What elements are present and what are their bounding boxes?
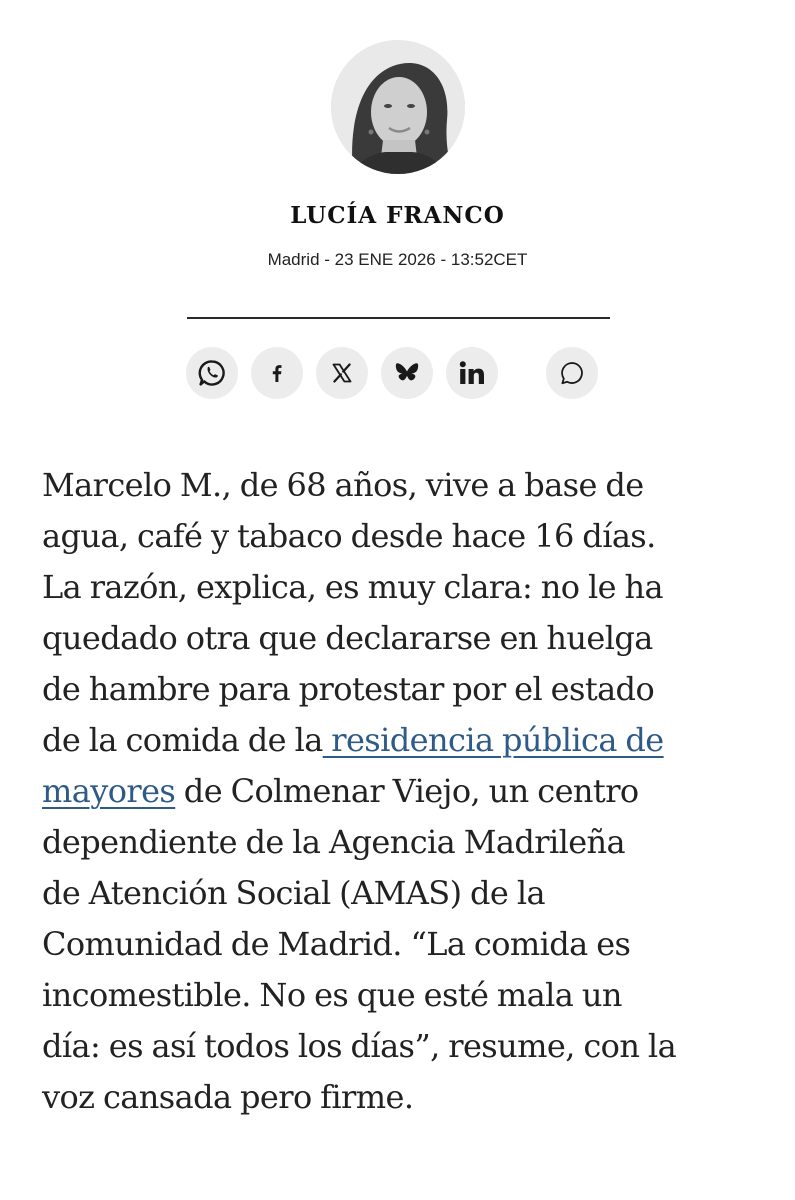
article-text: día: es así todos los días”, resume, con la bbox=[42, 1027, 677, 1065]
linkedin-icon bbox=[458, 360, 486, 386]
share-facebook-button[interactable] bbox=[251, 347, 303, 399]
divider bbox=[187, 317, 610, 319]
article-line bbox=[42, 970, 762, 1021]
comment-icon bbox=[558, 359, 586, 387]
share-bluesky-button[interactable] bbox=[381, 347, 433, 399]
article-line bbox=[42, 817, 762, 868]
article-body bbox=[42, 460, 762, 1123]
article-text: agua, café y tabaco desde hace 16 días. bbox=[42, 517, 656, 555]
bluesky-icon bbox=[394, 361, 420, 385]
facebook-icon bbox=[266, 362, 288, 384]
article-text: Comunidad de Madrid. “La comida es bbox=[42, 925, 631, 963]
article-text: voz cansada pero firme. bbox=[42, 1078, 414, 1116]
residencia-link[interactable]: residencia pública de bbox=[322, 721, 664, 759]
author-photo bbox=[331, 40, 465, 174]
article-text: incomestible. No es que esté mala un bbox=[42, 976, 622, 1014]
article-line bbox=[42, 460, 762, 511]
share-whatsapp-button[interactable] bbox=[186, 347, 238, 399]
article-line bbox=[42, 613, 762, 664]
author-avatar[interactable] bbox=[331, 40, 465, 174]
comments-button[interactable] bbox=[546, 347, 598, 399]
article-line bbox=[42, 562, 762, 613]
article-line bbox=[42, 1072, 762, 1123]
article-line bbox=[42, 511, 762, 562]
article-text: de Colmenar Viejo, un centro bbox=[175, 772, 639, 810]
article-line bbox=[42, 715, 762, 766]
article-text: de la comida de la bbox=[42, 721, 323, 759]
share-linkedin-button[interactable] bbox=[446, 347, 498, 399]
article-text: Marcelo M., de 68 años, vive a base de bbox=[42, 466, 644, 504]
article-line bbox=[42, 919, 762, 970]
article-text: quedado otra que declararse en huelga bbox=[42, 619, 653, 657]
author-block bbox=[0, 40, 795, 270]
article-text: de hambre para protestar por el estado bbox=[42, 670, 655, 708]
whatsapp-icon bbox=[197, 358, 227, 388]
x-icon bbox=[330, 361, 354, 385]
article-text: La razón, explica, es muy clara: no le ha bbox=[42, 568, 664, 606]
author-name[interactable]: LUCÍA FRANCO bbox=[290, 202, 505, 229]
share-x-button[interactable] bbox=[316, 347, 368, 399]
article-text: dependiente de la Agencia Madrileña bbox=[42, 823, 626, 861]
share-bar bbox=[0, 347, 795, 399]
article-line bbox=[42, 1021, 762, 1072]
article-text: de Atención Social (AMAS) de la bbox=[42, 874, 545, 912]
article-line bbox=[42, 868, 762, 919]
article-line bbox=[42, 664, 762, 715]
article-line bbox=[42, 766, 762, 817]
dateline: Madrid - 23 ENE 2026 - 13:52CET bbox=[267, 250, 528, 269]
residencia-link-continued[interactable]: mayores bbox=[42, 772, 176, 810]
